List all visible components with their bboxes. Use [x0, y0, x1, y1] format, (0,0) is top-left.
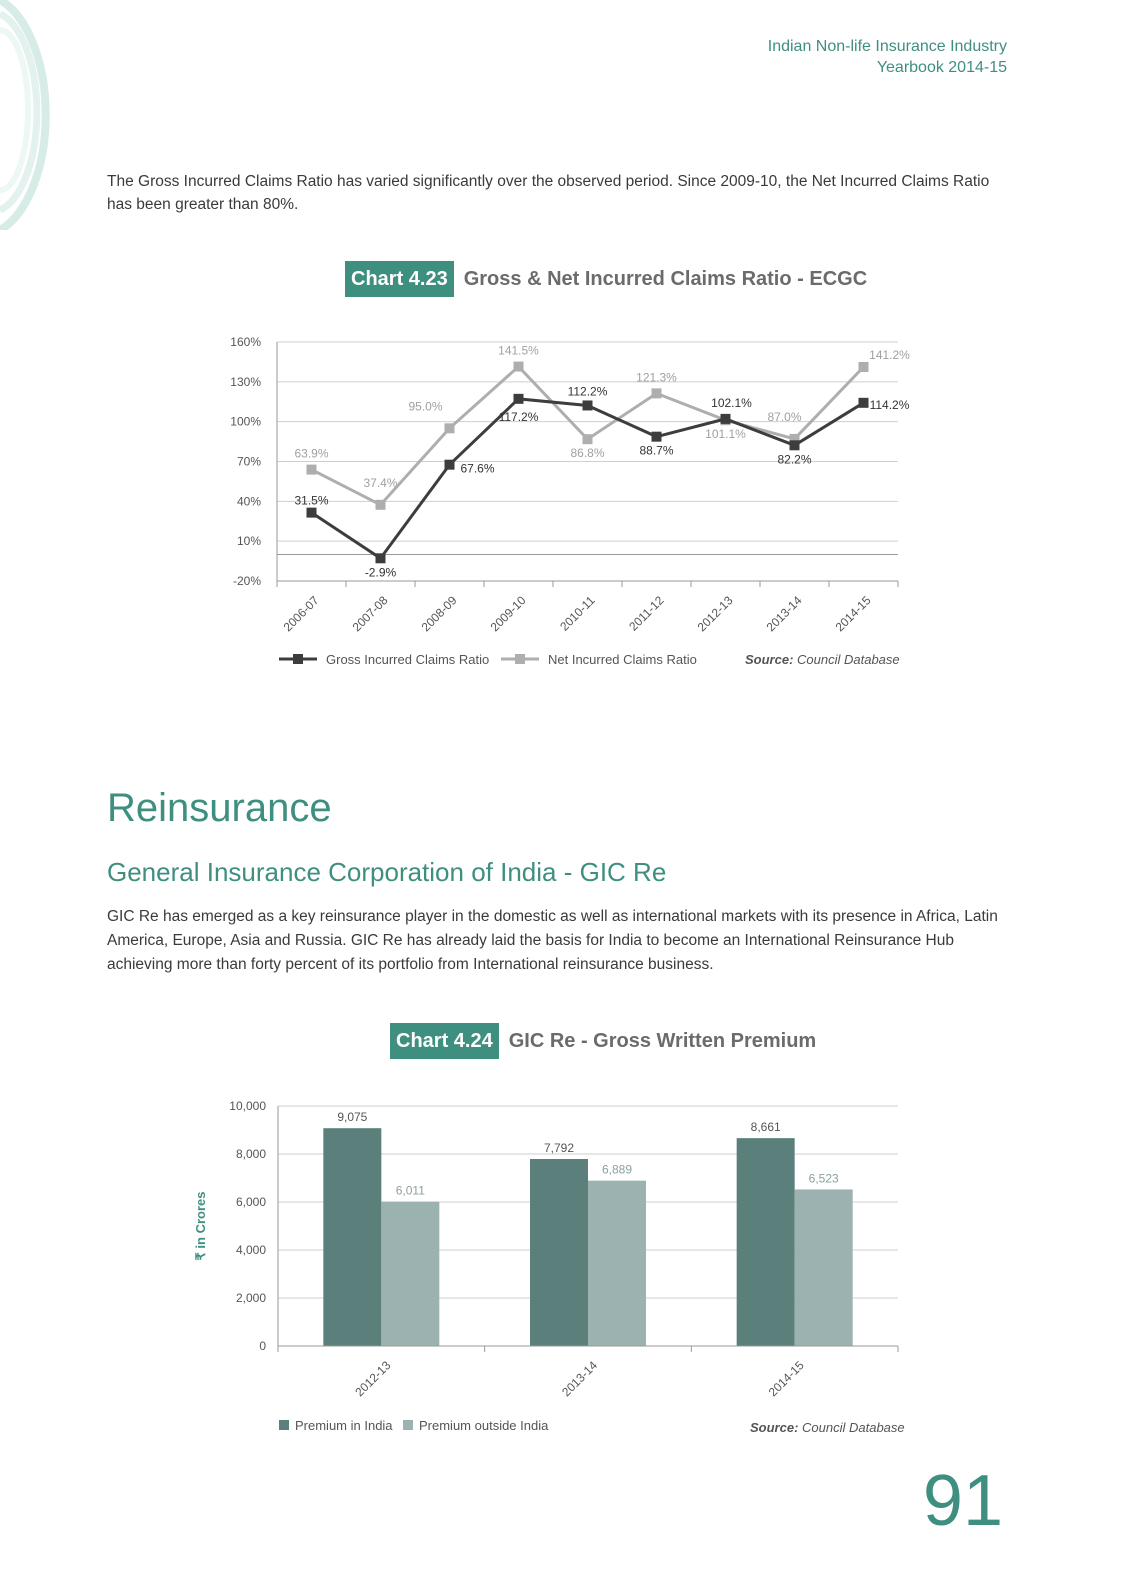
chart1-data-point [445, 423, 455, 433]
chart2-ytick-label: 8,000 [235, 1147, 266, 1161]
chart1-data-label-net: 87.0% [767, 409, 802, 424]
chart1-xtick-label: 2007-08 [349, 593, 391, 635]
chart2-bar-label: 6,011 [395, 1183, 425, 1198]
chart1-ytick-label: 40% [236, 494, 261, 509]
chart1-xtick-label: 2006-07 [280, 593, 322, 635]
chart1-data-point [652, 388, 662, 398]
chart1-series-line [312, 399, 864, 558]
chart2-bar-label: 8,661 [750, 1120, 781, 1135]
chart2-bar-label: 6,889 [601, 1162, 633, 1177]
chart2-xtick-label: 2014-15 [765, 1358, 807, 1400]
chart1-data-label-gross: 102.1% [711, 395, 752, 410]
chart2-axes [193, 1099, 898, 1399]
chart1-xtick-label: 2008-09 [418, 593, 460, 635]
chart1-xtick-label: 2013-14 [763, 593, 805, 635]
chart1-series-line [312, 367, 864, 505]
chart1-xtick-label: 2014-15 [832, 593, 874, 635]
chart1-data-label-gross: 114.2% [869, 397, 910, 412]
chart2-ytick-label: 2,000 [235, 1291, 266, 1305]
chart1-data-label-net: 101.1% [705, 427, 746, 442]
chart2-legend-label: Premium outside India [419, 1418, 549, 1433]
chart2-ytick-label: 6,000 [235, 1195, 266, 1209]
section-heading: Reinsurance [107, 786, 332, 830]
decorative-arcs [0, 0, 70, 230]
chart1-data-label-gross: 117.2% [498, 409, 539, 424]
header-line-1: Indian Non-life Insurance Industry [767, 38, 1007, 55]
chart1-data-point [652, 432, 662, 442]
page-header [768, 36, 1007, 78]
chart1-gridlines [277, 342, 898, 581]
chart1-data-label-net: 141.2% [869, 347, 910, 362]
chart1-heading: Gross & Net Incurred Claims Ratio - ECGC [463, 267, 868, 290]
chart1-data-point [583, 400, 593, 410]
chart2-bar [588, 1181, 646, 1346]
chart1-axes [230, 335, 898, 634]
chart1-data-point [721, 415, 731, 425]
chart1-data-point [859, 398, 869, 408]
chart2-y-axis-title: ₹ in Crores [193, 1191, 208, 1261]
chart2-gridlines [278, 1106, 898, 1346]
chart1-legend-label: Net Incurred Claims Ratio [548, 652, 697, 667]
chart2-bar-label: 6,523 [808, 1171, 839, 1186]
chart2-bar-label: 9,075 [337, 1110, 368, 1125]
header-line-2: Yearbook 2014-15 [876, 59, 1007, 76]
chart1-ytick-label: 10% [236, 534, 261, 549]
chart1-data-labels [294, 344, 910, 580]
chart2-xtick-label: 2013-14 [559, 1358, 601, 1400]
chart1-legend-label: Gross Incurred Claims Ratio [326, 652, 490, 667]
chart1-data-point [307, 508, 317, 518]
section-body: GIC Re has emerged as a key reinsurance player in the domestic as well as international markets with its presence in Africa, Latin America, Europe, Asia and Russia. GIC Re has already laid the basis for India to become an International Reinsurance Hub achieving more than forty percent of its portfolio from International reinsurance business. [107, 908, 998, 973]
chart2-legend-swatch [279, 1420, 289, 1430]
chart1-data-point [514, 394, 524, 404]
chart2-bar-label: 7,792 [543, 1140, 575, 1155]
chart1-source: Source: Council Database [745, 652, 900, 667]
chart1-ytick-label: 100% [230, 414, 261, 429]
chart2-bar [381, 1202, 439, 1346]
intro-paragraph: The Gross Incurred Claims Ratio has varied significantly over the observed period. Since 2009-10, the Net Incurred Claims Ratio has been greater than 80%. [107, 173, 990, 213]
chart1-data-label-net: 121.3% [636, 370, 677, 385]
chart1-data-point [790, 440, 800, 450]
chart1-data-label-net: 86.8% [570, 446, 605, 461]
chart1-xtick-label: 2010-11 [557, 593, 598, 634]
chart1-xtick-label: 2012-13 [694, 593, 736, 635]
chart1-legend-marker [293, 654, 303, 664]
chart2-xtick-label: 2012-13 [352, 1358, 394, 1400]
chart1-ytick-label: 130% [230, 374, 261, 389]
chart2-bar [737, 1138, 795, 1346]
chart1-ytick-label: 70% [236, 454, 261, 469]
chart1-legend-marker [515, 654, 525, 664]
chart2-legend-label: Premium in India [295, 1418, 393, 1433]
chart1-data-point [307, 465, 317, 475]
chart1-data-point [376, 500, 386, 510]
chart1-data-label-net: 37.4% [363, 475, 398, 490]
chart1-data-label-gross: 112.2% [567, 384, 608, 399]
chart1-data-label-gross: 88.7% [639, 443, 674, 458]
chart1-data-label-gross: 31.5% [294, 493, 329, 508]
chart2-bar [795, 1189, 853, 1346]
chart1-data-point [583, 434, 593, 444]
chart1-data-point [721, 414, 731, 424]
chart2-legend [279, 1418, 549, 1433]
chart2-ytick-label: 10,000 [229, 1099, 266, 1113]
chart1-data-point [514, 362, 524, 372]
chart2-badge: Chart 4.24 [390, 1023, 499, 1059]
chart1-legend [279, 652, 697, 667]
chart2-ytick-label: 4,000 [235, 1243, 266, 1257]
chart1-title [345, 261, 867, 297]
chart2-source: Source: Council Database [750, 1420, 905, 1435]
chart1-data-label-net: 141.5% [498, 343, 539, 358]
chart1-data-label-gross: 82.2% [777, 452, 812, 467]
chart1-data-point [376, 553, 386, 563]
chart1-data-point [790, 434, 800, 444]
chart2-bar [323, 1128, 381, 1346]
chart1-xtick-label: 2009-10 [487, 593, 529, 635]
chart1-data-point [445, 460, 455, 470]
page-number: 91 [922, 1461, 1003, 1541]
chart2-heading: GIC Re - Gross Written Premium [508, 1029, 817, 1052]
chart1-ytick-label: -20% [232, 574, 261, 588]
chart2-legend-swatch [403, 1420, 413, 1430]
chart1-data-point [859, 362, 869, 372]
chart2-title [390, 1023, 816, 1059]
chart1-badge: Chart 4.23 [345, 261, 454, 297]
chart2-ytick-label: 0 [259, 1339, 266, 1353]
section-subheading: General Insurance Corporation of India - GIC Re [107, 857, 667, 887]
chart1-data-label-gross: 67.6% [460, 461, 495, 476]
chart1-series [307, 362, 869, 564]
chart1-data-label-gross: -2.9% [364, 565, 397, 580]
chart1-data-label-net: 95.0% [408, 399, 443, 414]
chart1-ytick-label: 160% [230, 335, 261, 349]
chart1-data-label-net: 63.9% [294, 446, 329, 461]
chart2-bar [530, 1159, 588, 1346]
chart1-xtick-label: 2011-12 [626, 593, 667, 634]
chart2-bars [323, 1110, 852, 1346]
